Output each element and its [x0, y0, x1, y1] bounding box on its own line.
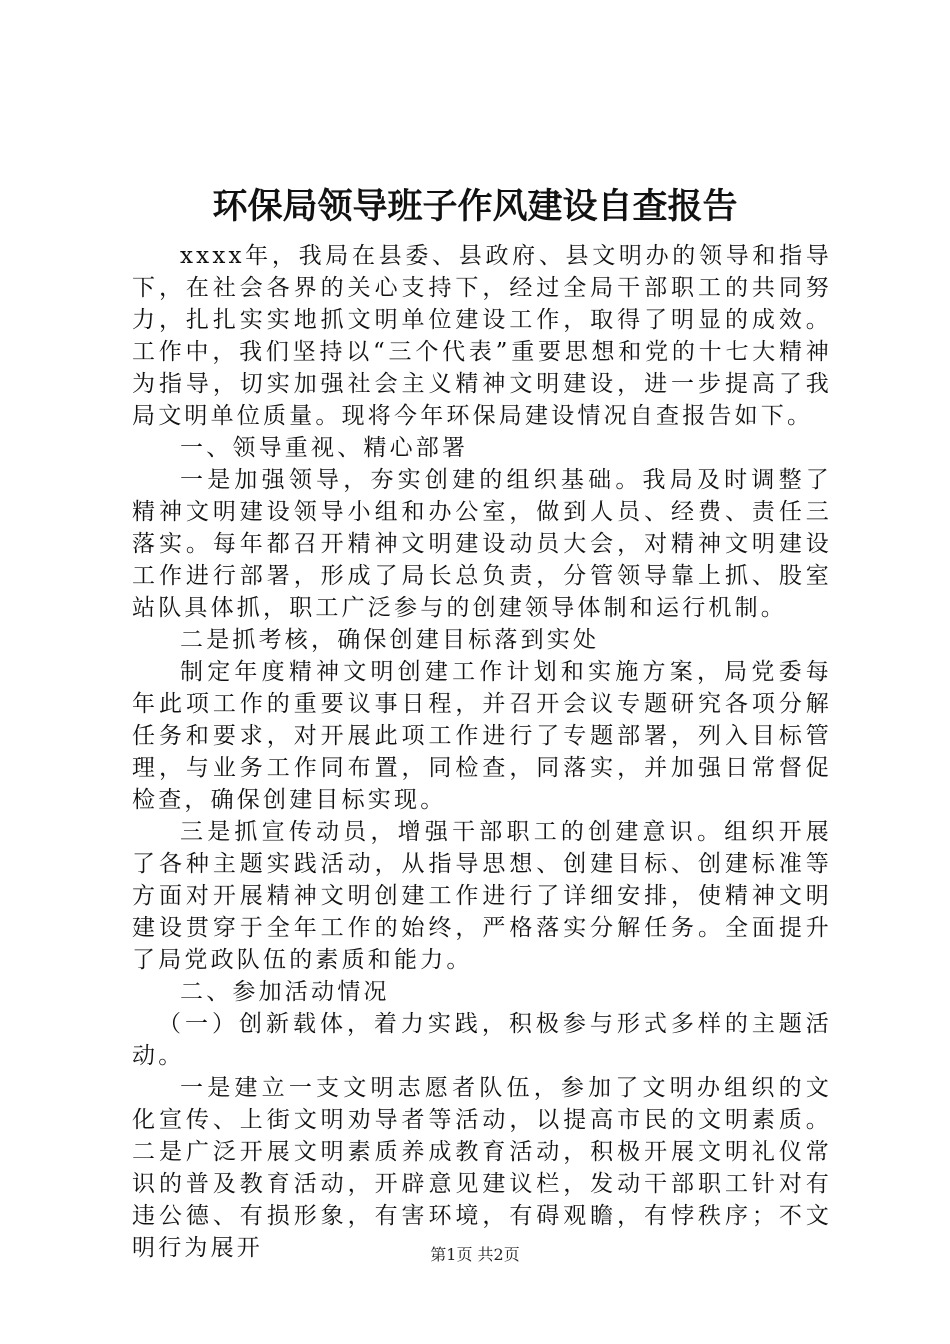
body-paragraph: 三是抓宣传动员，增强干部职工的创建意识。组织开展了各种主题实践活动，从指导思想、创建目标、创建标准等方面对开展精神文明创建工作进行了详细安排，使精神文明建设贯穿于全年工作的始终，严格落实分解任务。全面提升了局党政队伍的素质和能力。 [132, 819, 832, 973]
section-heading-2: 二、参加活动情况 [180, 979, 390, 1005]
document-body [132, 240, 832, 1264]
intro-paragraph: xxxx年，我局在县委、县政府、县文明办的领导和指导下，在社会各界的关心支持下，经过全局干部职工的共同努力，扎扎实实地抓文明单位建设工作，取得了明显的成效。工作中，我们坚持以“三个代表”重要思想和党的十七大精神为指导，切实加强社会主义精神文明建设，进一步提高了我局文明单位质量。现将今年环保局建设情况自查报告如下。 [132, 243, 832, 429]
page-number-footer: 第1页 共2页 [430, 1245, 520, 1264]
body-paragraph: 一是建立一支文明志愿者队伍，参加了文明办组织的文化宣传、上街文明劝导者等活动，以提高市民的文明素质。二是广泛开展文明素质养成教育活动，积极开展文明礼仪常识的普及教育活动，开辟意见建议栏，发动干部职工针对有违公德、有损形象，有害环境，有碍观瞻，有悖秩序；不文明行为展开 [132, 1075, 832, 1261]
body-paragraph: 制定年度精神文明创建工作计划和实施方案，局党委每年此项工作的重要议事日程，并召开会议专题研究各项分解任务和要求，对开展此项工作进行了专题部署，列入目标管理，与业务工作同布置，同检查，同落实，并加强日常督促检查，确保创建目标实现。 [132, 659, 832, 813]
subheading: （一）创新载体，着力实践，积极参与形式多样的主题活动。 [132, 1011, 832, 1069]
section-heading-1: 一、领导重视、精心部署 [180, 435, 469, 461]
document-title: 环保局领导班子作风建设自查报告 [212, 187, 738, 227]
subheading: 二是抓考核，确保创建目标落到实处 [180, 627, 600, 653]
body-paragraph: 一是加强领导，夯实创建的组织基础。我局及时调整了精神文明建设领导小组和办公室，做到人员、经费、责任三落实。每年都召开精神文明建设动员大会，对精神文明建设工作进行部署，形成了局长总负责，分管领导靠上抓、股室站队具体抓，职工广泛参与的创建领导体制和运行机制。 [132, 467, 832, 621]
